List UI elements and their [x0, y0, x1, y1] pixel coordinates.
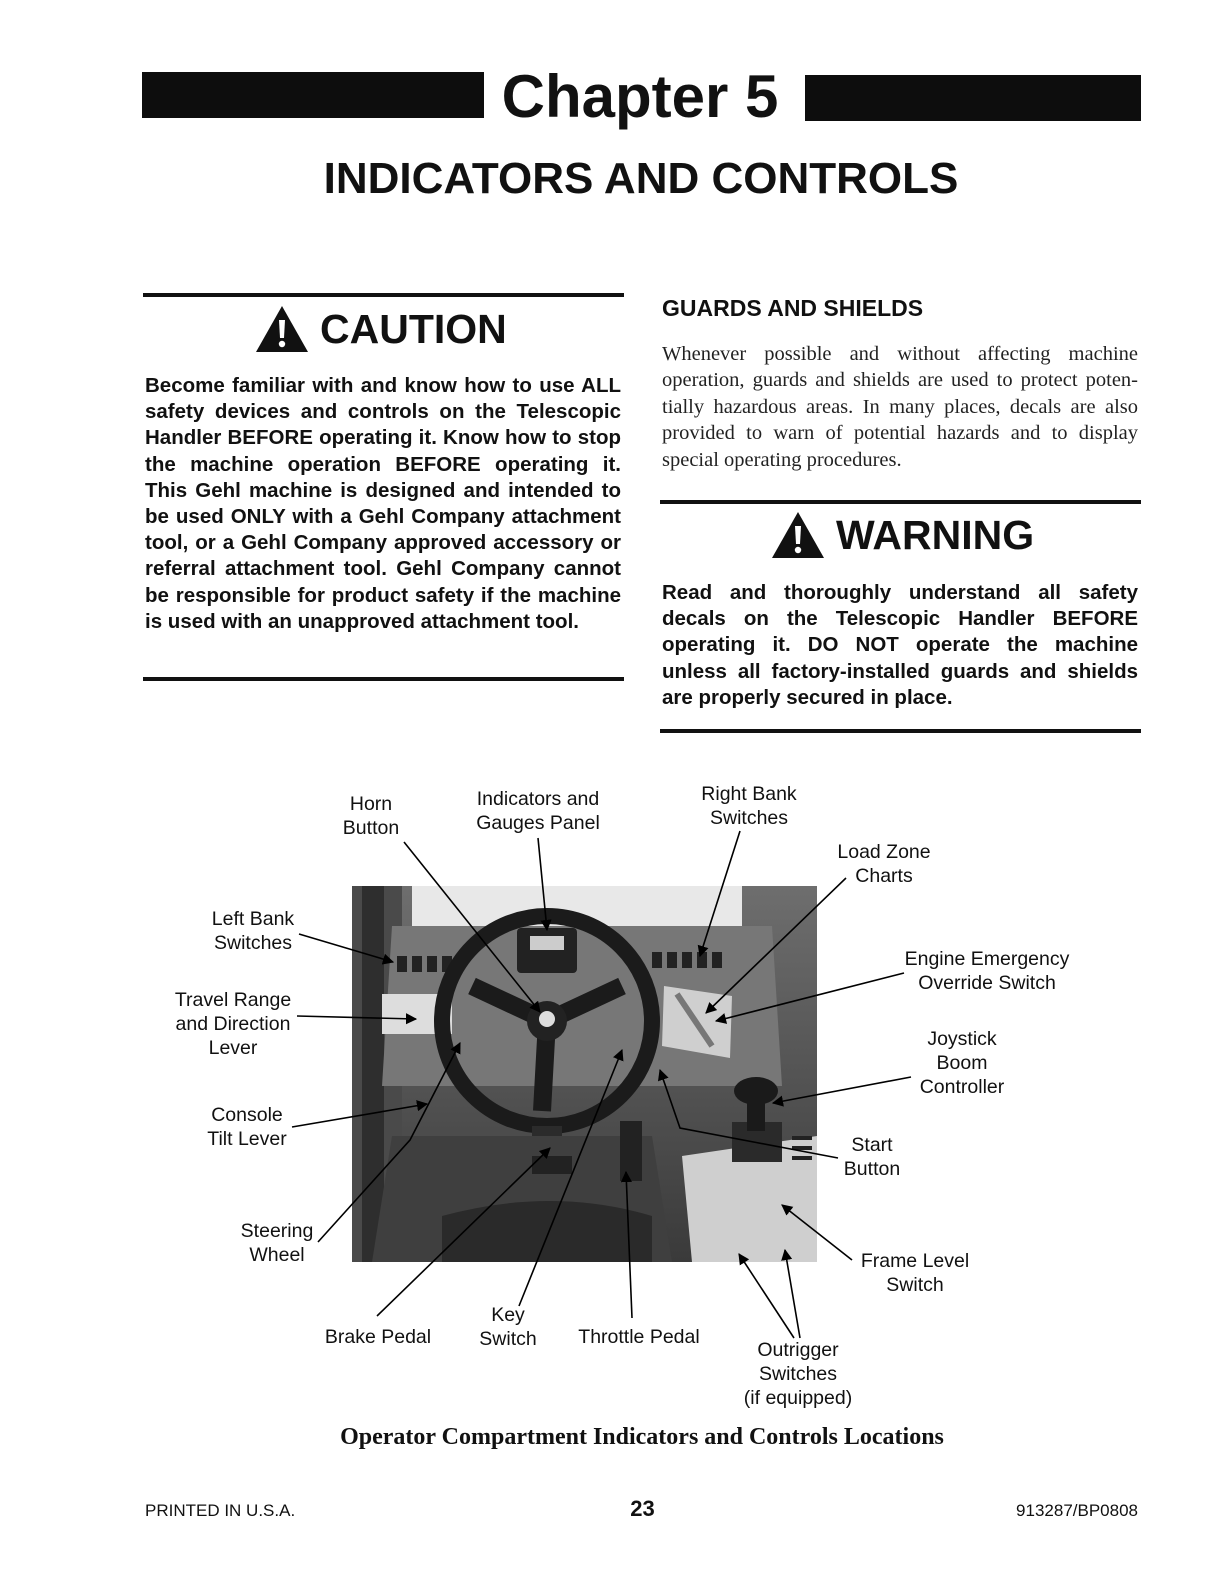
leader-brake [377, 1148, 550, 1316]
leader-left-bank [299, 934, 393, 962]
callout-right-bank: Right Bank Switches [701, 783, 797, 829]
callout-key-switch: Key Switch [479, 1304, 537, 1350]
callout-joystick: Joystick Boom Controller [919, 1028, 1005, 1098]
chapter-title: Chapter 5 [501, 63, 779, 130]
caution-text: Become familiar with and know how to use ALL safety devices and controls on the Telescopic Handler BEFORE operating it. Know how to stop the machine operation BEFORE operating it. This Gehl machine is designed and intended to be used ONLY with a Gehl Company attachment tool, or a Gehl Company approved accessory or referral attachment tool. Gehl Company cannot be responsible for product safety if the machine is used with an unapproved attachment tool. [145, 374, 621, 633]
callout-engine-override: Engine Emergency Override Switch [904, 948, 1070, 994]
guards-text: Whenever possible and without affecting machine operation, guards and shields are used to protect poten-tially hazardous areas. In many places, decals are also provided to warn of potential hazards and to display special operating procedures. [662, 343, 1138, 471]
guards-heading: GUARDS AND SHIELDS [662, 295, 924, 321]
footer-printed: PRINTED IN U.S.A. [145, 1501, 296, 1520]
warning-text: Read and thoroughly understand all safety decals on the Telescopic Handler BEFORE operating it. DO NOT operate the machine unless all factory-installed guards and shields are properly secured in place. [662, 581, 1138, 709]
leader-travel-range [297, 1016, 416, 1019]
leader-throttle [626, 1172, 632, 1318]
leader-gauges [538, 838, 547, 930]
leader-right-bank [700, 831, 740, 956]
callout-steering-wheel: Steering Wheel [240, 1220, 314, 1266]
callout-left-bank: Left Bank Switches [211, 908, 295, 954]
page-number: 23 [630, 1496, 655, 1521]
leader-outrigger-2 [785, 1250, 800, 1338]
page-title: INDICATORS AND CONTROLS [323, 154, 959, 203]
leader-console-tilt [292, 1104, 427, 1127]
leader-outrigger-1 [739, 1254, 794, 1338]
leader-start [660, 1070, 838, 1158]
callout-console-tilt: Console Tilt Lever [207, 1104, 287, 1150]
callout-brake-pedal: Brake Pedal [324, 1326, 432, 1348]
leader-frame-level [782, 1205, 852, 1260]
callout-travel-range: Travel Range and Direction Lever [174, 989, 292, 1059]
callout-start-button: Start Button [843, 1134, 901, 1180]
caution-heading-text: CAUTION [320, 306, 507, 352]
warning-heading-text: WARNING [836, 512, 1035, 558]
callout-frame-level: Frame Level Switch [860, 1250, 970, 1296]
callout-load-zone: Load Zone Charts [837, 841, 931, 887]
figure-caption: Operator Compartment Indicators and Controls Locations [340, 1424, 944, 1450]
leader-horn [404, 842, 540, 1012]
leader-key [519, 1050, 622, 1306]
footer-doc-code: 913287/BP0808 [1016, 1501, 1138, 1520]
leader-steering [318, 1043, 460, 1242]
callout-throttle-pedal: Throttle Pedal [578, 1326, 700, 1348]
callout-horn-button: Horn Button [342, 793, 400, 839]
callout-indicators-gauges: Indicators and Gauges Panel [476, 788, 600, 834]
leader-engine-override [716, 973, 904, 1021]
callout-outrigger: Outrigger Switches (if equipped) [743, 1339, 853, 1409]
leader-joystick [773, 1077, 911, 1103]
